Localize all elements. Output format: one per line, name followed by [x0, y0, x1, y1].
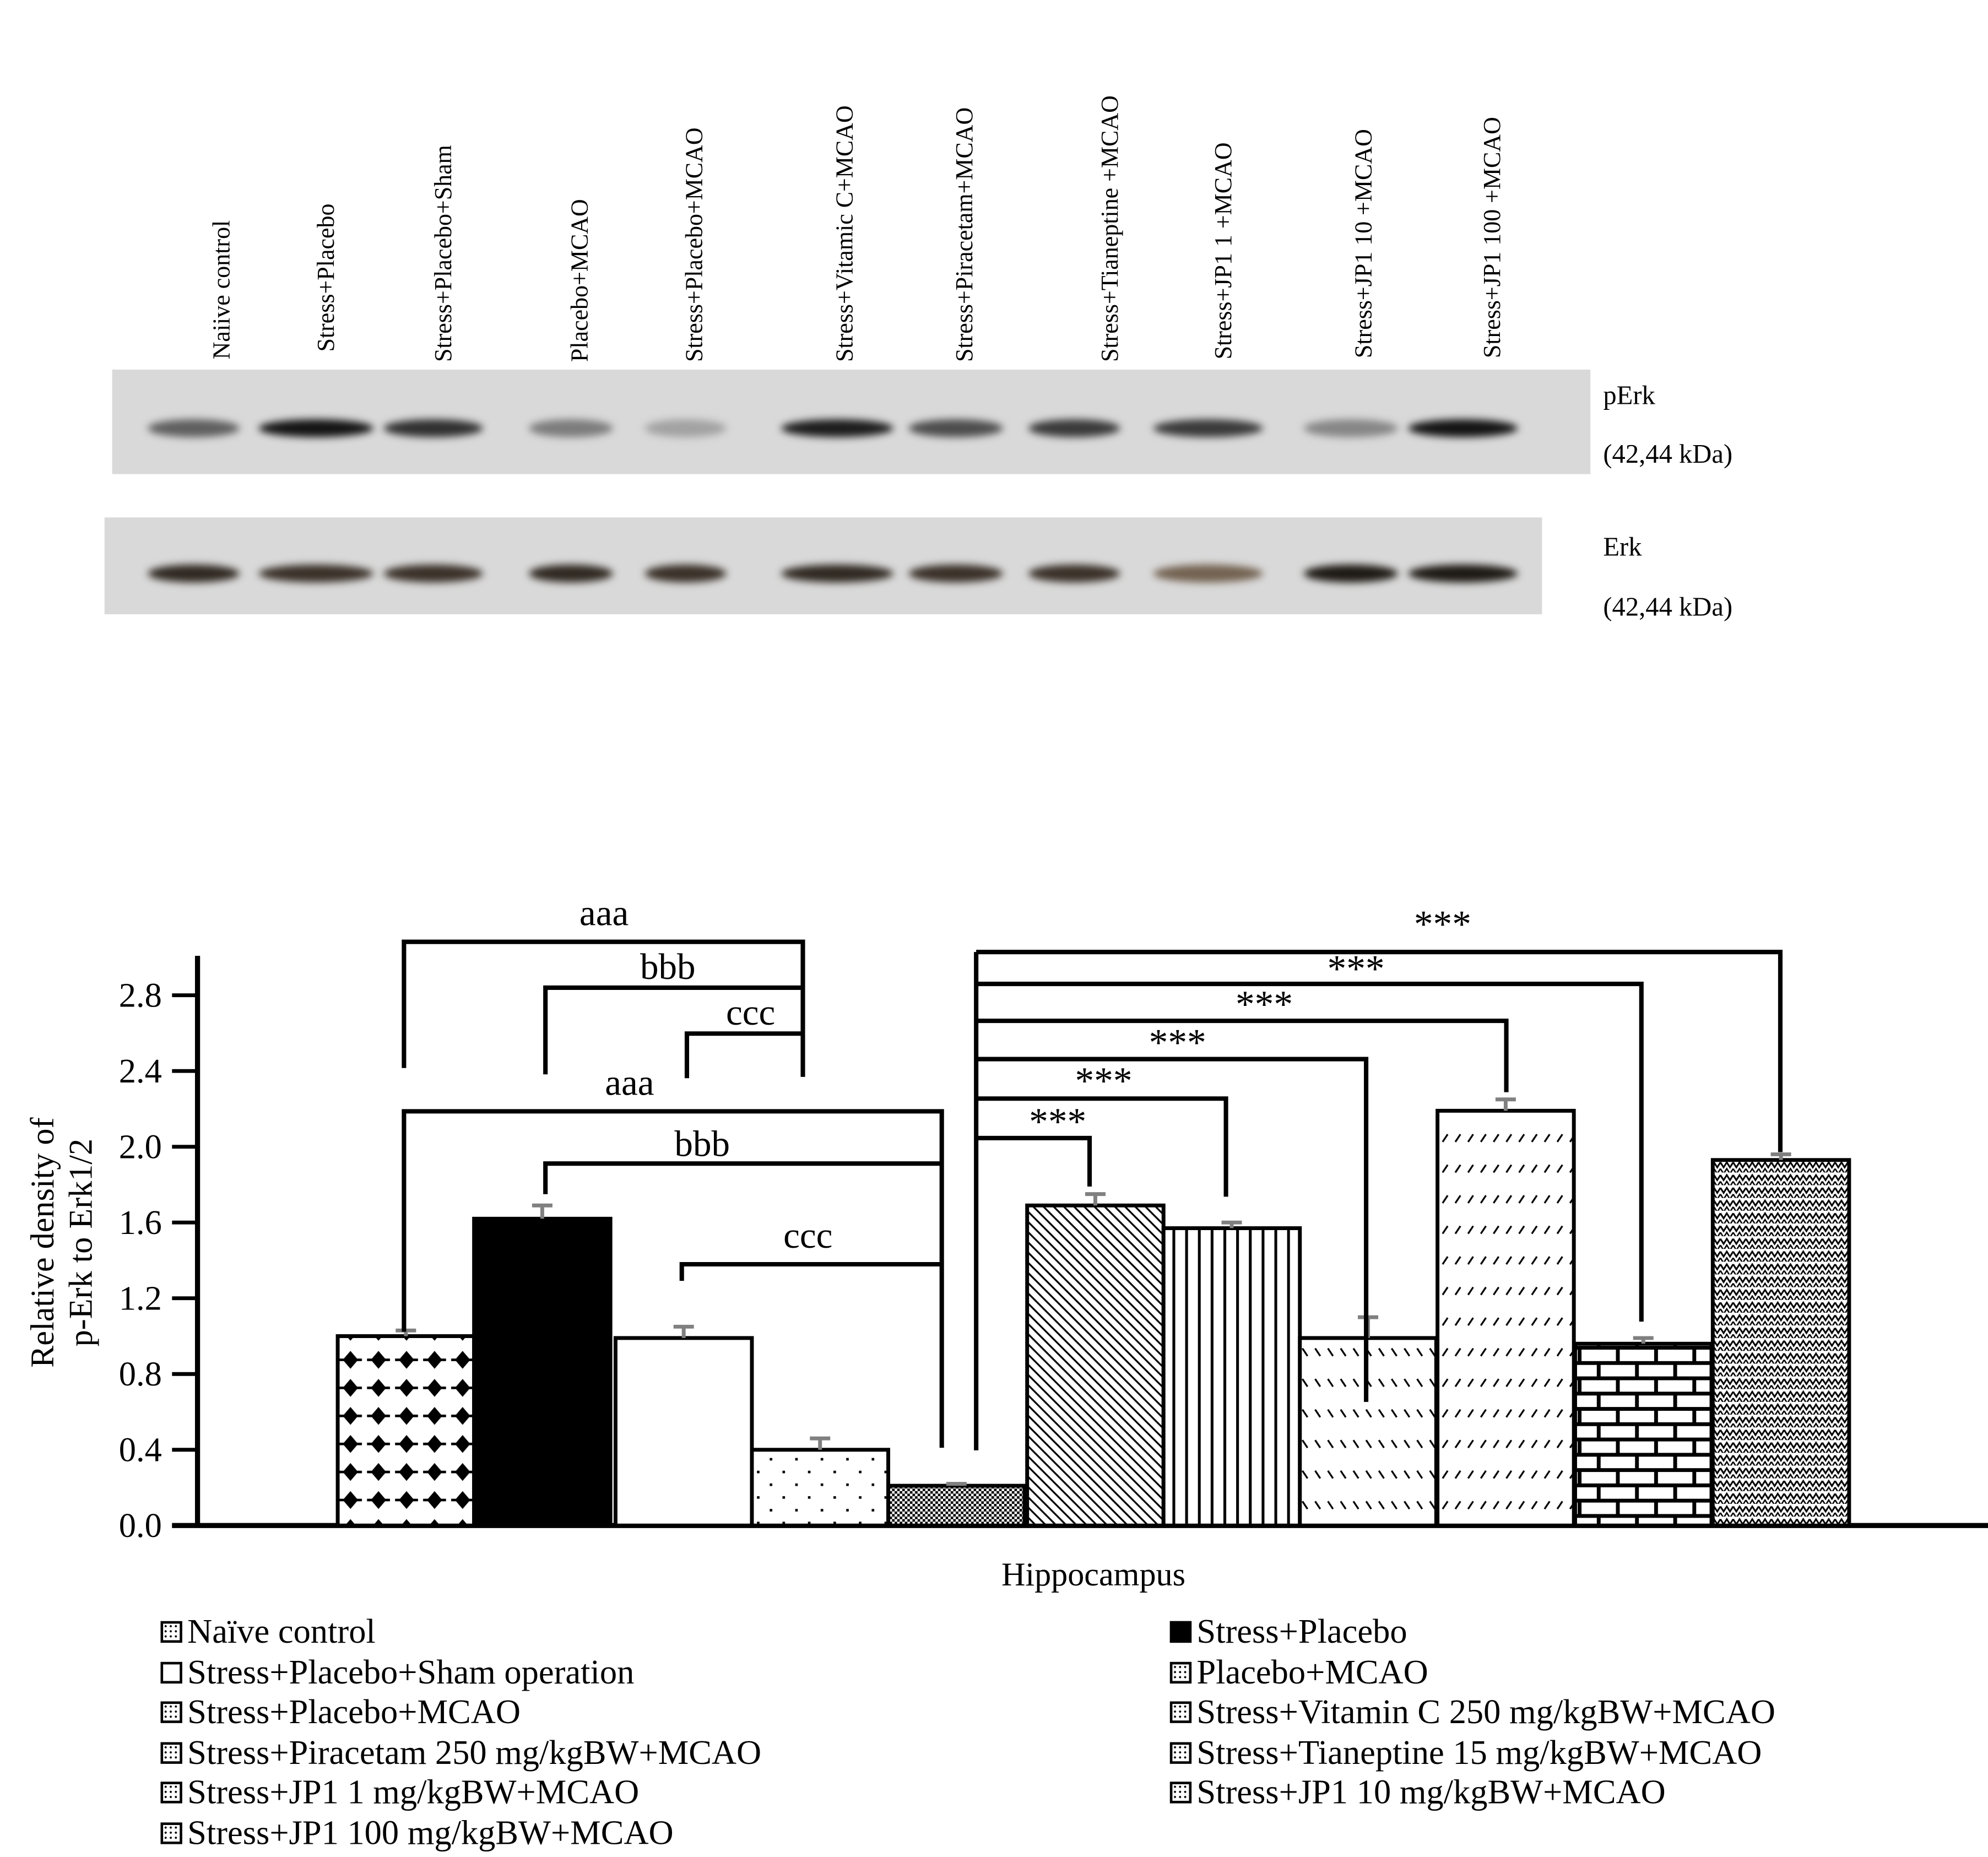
legend-swatch-icon	[161, 1822, 182, 1844]
legend-label: Stress+Placebo	[1196, 1612, 1407, 1650]
legend-swatch-icon	[161, 1702, 182, 1723]
legend-label: Stress+Placebo+Sham operation	[187, 1652, 635, 1691]
lane-label: Stress+Placebo+MCAO	[681, 127, 709, 362]
bar	[615, 1338, 752, 1525]
lane-label: Stress+Piracetam+MCAO	[952, 107, 979, 362]
lane-label: Stress+Vitamic C+MCAO	[832, 105, 859, 362]
y-tick-label: 1.6	[118, 1203, 162, 1242]
legend-label: Stress+JP1 100 mg/kgBW+MCAO	[187, 1812, 674, 1851]
significance-label: ***	[1029, 1101, 1087, 1144]
lane-label: Stress+Tianeptine +MCAO	[1097, 95, 1124, 362]
legend-swatch-icon	[1170, 1782, 1191, 1804]
legend-swatch-icon	[161, 1661, 182, 1683]
bar	[474, 1219, 611, 1525]
lane-label: Stress+JP1 10 +MCAO	[1351, 129, 1378, 359]
legend-item	[1170, 1612, 1775, 1653]
bar	[889, 1486, 1025, 1525]
bar	[1163, 1228, 1300, 1526]
y-axis-label: p-Erk to Erk1/2	[62, 1138, 100, 1347]
bar	[1575, 1344, 1711, 1525]
lane-label: Stress+Placebo	[313, 203, 340, 352]
legend-label: Stress+Vitamin C 250 mg/kgBW+MCAO	[1196, 1692, 1775, 1731]
legend-item	[161, 1652, 762, 1692]
lane-label: Placebo+MCAO	[567, 199, 594, 362]
legend-swatch-icon	[1170, 1742, 1191, 1763]
legend-swatch-icon	[1170, 1661, 1191, 1683]
legend-swatch-icon	[161, 1742, 182, 1763]
legend-label: Stress+Placebo+MCAO	[187, 1692, 521, 1731]
bar	[1438, 1111, 1574, 1525]
legend-item	[1170, 1652, 1775, 1692]
y-axis-label: Relative density of	[24, 1117, 62, 1368]
significance-label: ccc	[725, 992, 776, 1033]
legend-item	[1170, 1692, 1775, 1733]
legend-item	[161, 1733, 762, 1773]
legend-label: Stress+Tianeptine 15 mg/kgBW+MCAO	[1196, 1733, 1762, 1771]
legend-swatch-icon	[161, 1621, 182, 1643]
legend-label: Stress+JP1 1 mg/kgBW+MCAO	[187, 1773, 640, 1811]
y-tick-label: 0.4	[118, 1430, 162, 1469]
erk-weight: (42,44 kDa)	[1603, 591, 1733, 622]
y-tick-label: 2.4	[118, 1051, 162, 1090]
significance-label: ***	[1327, 948, 1385, 990]
legend-item	[161, 1773, 762, 1813]
legend-label: Naïve control	[187, 1612, 376, 1650]
perk-label: pErk	[1603, 380, 1655, 410]
legend-swatch-icon	[161, 1782, 182, 1804]
significance-label: bbb	[640, 945, 696, 987]
significance-label: ***	[1149, 1021, 1206, 1064]
y-tick-label: 0.8	[118, 1355, 162, 1394]
erk-label: Erk	[1603, 531, 1642, 562]
legend-right	[1170, 1612, 1775, 1813]
lane-label: Stress+JP1 100 +MCAO	[1479, 117, 1507, 359]
y-tick-label: 1.2	[118, 1279, 162, 1318]
bar	[1713, 1160, 1849, 1526]
legend-label: Stress+JP1 10 mg/kgBW+MCAO	[1196, 1773, 1666, 1811]
lane-label: Stress+JP1 1 +MCAO	[1210, 142, 1238, 360]
lane-label: Naiive control	[209, 220, 236, 360]
significance-label: ***	[1235, 983, 1293, 1026]
significance-label: aaa	[579, 892, 629, 934]
y-tick-label: 2.8	[118, 976, 162, 1015]
significance-label: ***	[1413, 903, 1471, 946]
bar	[1027, 1205, 1164, 1525]
significance-label: aaa	[605, 1062, 654, 1103]
legend-label: Placebo+MCAO	[1196, 1652, 1428, 1691]
bar	[338, 1336, 474, 1525]
y-tick-label: 0.0	[118, 1506, 162, 1545]
legend-swatch-icon	[1170, 1702, 1191, 1723]
legend-item	[161, 1813, 762, 1853]
bar	[752, 1450, 889, 1526]
lane-label: Stress+Placebo+Sham	[430, 145, 458, 362]
legend-left	[161, 1612, 762, 1853]
significance-label: ccc	[783, 1214, 833, 1256]
legend-label: Stress+Piracetam 250 mg/kgBW+MCAO	[187, 1733, 762, 1771]
x-axis-label: Hippocampus	[1001, 1556, 1186, 1593]
legend-item	[1170, 1733, 1775, 1773]
y-tick-label: 2.0	[118, 1127, 162, 1166]
legend-swatch-icon	[1170, 1621, 1191, 1643]
perk-weight: (42,44 kDa)	[1603, 438, 1733, 469]
significance-label: ***	[1075, 1059, 1133, 1102]
significance-label: bbb	[674, 1123, 730, 1165]
legend-item	[1170, 1773, 1775, 1813]
legend-item	[161, 1692, 762, 1733]
legend-item	[161, 1612, 762, 1653]
